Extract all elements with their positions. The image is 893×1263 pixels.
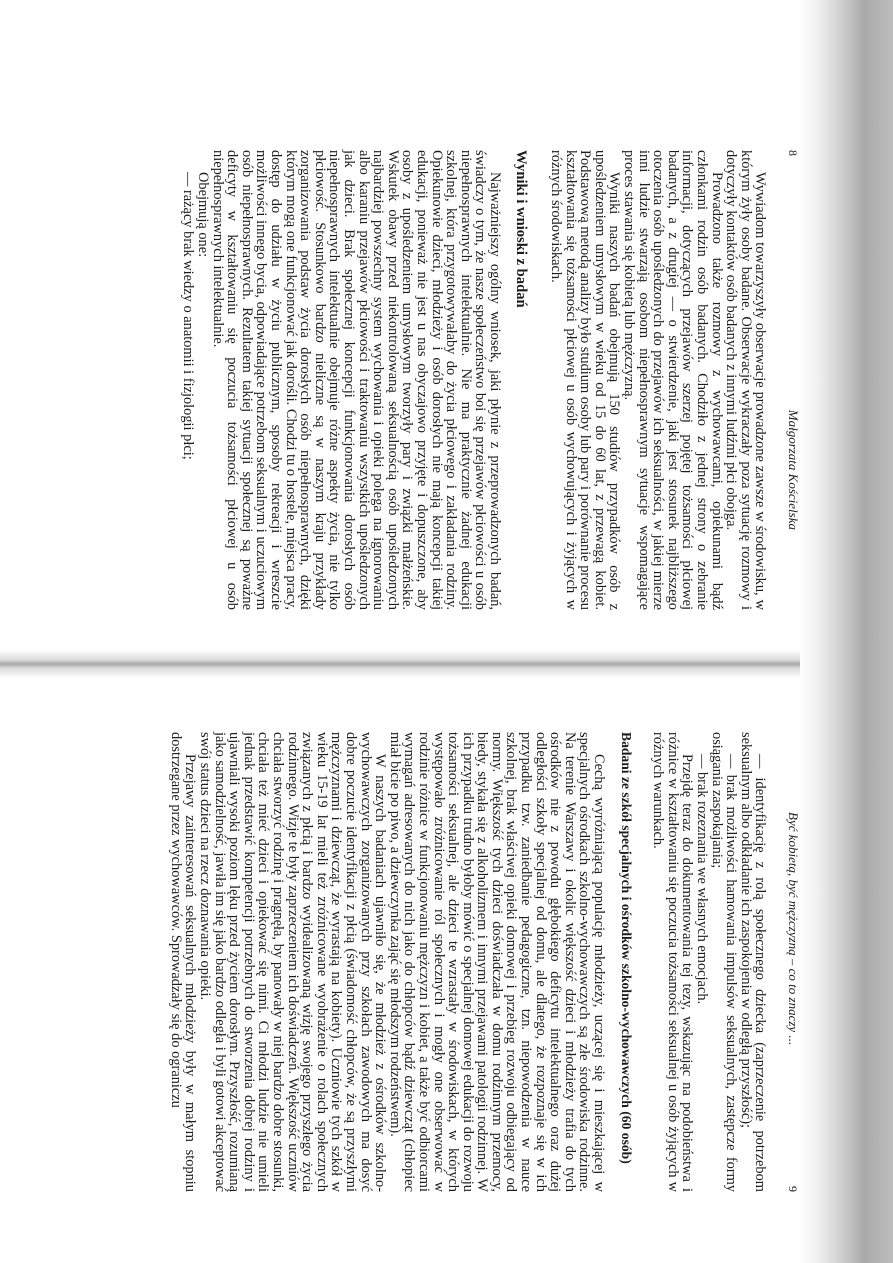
- list-item: — rażący brak wiedzy o anatomii i fizjologii płci;: [180, 172, 197, 460]
- list-item: — identyfikację z rolą społecznego dziecka (zaprzeczenie potrzebom seksualnym albo odkładanie ich zaspokojenia w odległą przyszłość);: [737, 732, 769, 1192]
- running-head-author: Małgorzata Kościelska: [786, 409, 801, 530]
- section-heading: Wyniki i wnioski z badań: [513, 150, 530, 308]
- running-head: [785, 732, 800, 1192]
- paragraph: Najważniejszy ogólny wniosek, jaki płynie z przeprowadzonych badań, świadczy o tym, że nasze społeczeństwo boi się przejawów płciowości u osób niepełnosprawnych intelektualnie. Nie ma praktycznie żadnej edukacji szkolnej, która przygotowywałaby do życia płciowego i zakładania rodziny. Opiekunowie dzieci, młodzieży i osób dorosłych nie mają koncepcji takiej edukacji, ponieważ nie jest u nas obyczajowo przyjęte i dopuszczone, aby osoby z upośledzeniem umysłowym tworzyły pary i związki małżeńskie. Wskutek obawy przed niekontrolowaną seksualnością osób upośledzonych najbardziej powszechny system wychowania i opieki polega na ignorowaniu albo karaniu przejawów płciowości i traktowaniu wszystkich upośledzonych jak dzieci. Brak społecznej koncepcji funkcjonowania dorosłych osób niepełnosprawnych intelektualnie obejmuje różne aspekty życia, nie tylko płciowość. Stosunkowo bardzo nieliczne są w naszym kraju przykłady zorganizowania podstaw życia dorosłych osób niepełnosprawnych, dzięki którym mogą one funkcjonować jak dorośli. Chodzi tu o hostele, miejsca pracy, dostęp do udziału w życiu publicznym, sposoby rekreacji i wreszcie możliwości innego bycia, odpowiadające potrzebom seksualnym i uczuciowym osób niepełnosprawnych. Rezultatem takiej sytuacji społecznej są poważne deficyty w kształtowaniu się poczucia tożsamości płciowej u osób niepełnosprawnych intelektualnie.: [209, 150, 503, 610]
- page-number: 9: [786, 1186, 800, 1192]
- paragraph: Cechą wyróżniającą populację młodzieży, uczącej się i mieszkającej w specjalnych ośrodkach szkolno-wychowawczych są złe środowiska rodzinne. Na terenie Warszawy i okolic większość dzieci i młodzieży trafia do tych ośrodków nie z powodu głębokiego deficytu intelektualnego oraz dużej odległości szkoły specjalnej od domu, ale dlatego, że rozpoznaje się w ich przypadku tzw. zaniedbanie pedagogiczne, tzn. niepowodzenia w nauce szkolnej, brak właściwej opieki domowej i przebieg rozwoju odbiegający od normy. Większość tych dzieci doświadczała w domu rodzinnym przemocy, biedy, stykała się z alkoholizmem i innymi przejawami patologii rodzinnej. W ich przypadku trudno byłoby mówić o specjalnej domowej edukacji do rozwoju tożsamości seksualnej, ale dzieci te wzrastały w środowiskach, w których występowało zróżnicowanie ról społecznych i mogły one obserwować w rodzinie różnice w funkcjonowaniu mężczyzn i kobiet, a także być odbiorcami wymagań adresowanych do nich jako do chłopców bądź dziewcząt (chłopiec miał bicie po piwo, a dziewczynka zająć się młodszym rodzeństwem).: [386, 732, 608, 1192]
- section-heading: Badani ze szkół specjalnych i ośrodków szkolno-wychowawczych (60 osób): [618, 732, 634, 1164]
- running-head: [785, 150, 800, 610]
- paragraph: Obejmują one:: [195, 172, 212, 258]
- list-item: — brak rozeznania we własnych emocjach.: [694, 754, 711, 1005]
- list-item: — brak możliwości hamowania impulsów seksualnych, zastępcze formy osiągania zaspokajania;: [708, 732, 740, 1192]
- page-9: [168, 732, 800, 1192]
- paragraph: W naszych badaniach ujawniło się, że młodzież z ośrodków szkolno-wychowawczych zorganizowanych przy szkołach zawodowych ma dosyć dobre poczucie identyfikacji z płcią (świadomość chłopców, że są przyszłymi mężczyznami i dziewcząt, że wyrastają na kobiety). Uczniowie tych szkół w wieku 15-19 lat mieli też zróżnicowane wyobrażenie o rolach społecznych związanych z płcią i bardzo wyidealizowaną wizję swojego przyszłego życia rodzinnego. Wizje te były zaprzeczeniem ich doświadczeń. Większość uczniów chciała stworzyć rodzinę i pragnęła, by panowały w niej bardzo dobre stosunki, chciała też mieć dzieci i opiekować się nimi. Ci młodzi ludzie nie umieli jednak przedstawić kompetencji potrzebnych do stworzenia dobrej rodziny i ujawniali wysoki poziom lęku przed życiem dorosłym. Przyszłość, rozumianą jako samodzielność, jawiła im się jako bardzo odległa i byli gotowi akceptować swój status dzieci na rzecz doznawania opieki.: [197, 732, 389, 1192]
- scanner-edge-shadow: [798, 0, 893, 1263]
- paragraph: Przejawy zainteresowań seksualnych młodzieży były w małym stopniu dostrzegane przez wychowawców. Sprowadzały się do ograniczu: [167, 732, 199, 1192]
- page-number: 8: [786, 150, 800, 156]
- book-fold-line: [0, 650, 800, 678]
- paragraph: Wyniki naszych badań obejmują 150 studiów przypadków osób z upośledzeniem umysłowym w wieku od 15 do 60 lat, z przewagą kobiet. Podstawową metodą analizy było studium osoby lub pary i porównanie procesu kształtowania się tożsamości płciowej u osób wychowujących i żyjących w różnych środowiskach.: [548, 150, 623, 610]
- paragraph: Prowadzono także rozmowy z wychowawcami, opiekunami bądź członkami rodzin osób badanych. Chodziło z jednej strony o zebranie informacji, dotyczących przejawów szerzej pojętej tożsamości płciowej badanych, a z drugiej — o stwierdzenie, jaki jest stosunek najbliższego otoczenia osób upośledzonych do przejawów ich seksualności, w jakiej mierze inni ludzie stwarzają osobom niepełnosprawnym sytuacje wspomagające proces stawania się kobietą lub mężczyzną.: [621, 150, 725, 610]
- paragraph: Przejdę teraz do dokumentowania tej tezy, wskazując na podobieństwa i różnice w kształtowaniu się poczucia tożsamości seksualnej u osób żyjących w różnych warunkach.: [650, 732, 696, 1192]
- paragraph: Wywiadom towarzyszyły obserwacje prowadzone zawsze w środowisku, w którym żyły osoby badane. Obserwacje wykraczały poza sytuację rozmowy i dotyczyły kontaktów osób badanych z innymi ludźmi płci obojga.: [723, 150, 769, 610]
- page-8: [181, 150, 800, 610]
- running-head-title: Być kobietą, być mężczyzną – co to znaczy ...: [786, 812, 801, 1046]
